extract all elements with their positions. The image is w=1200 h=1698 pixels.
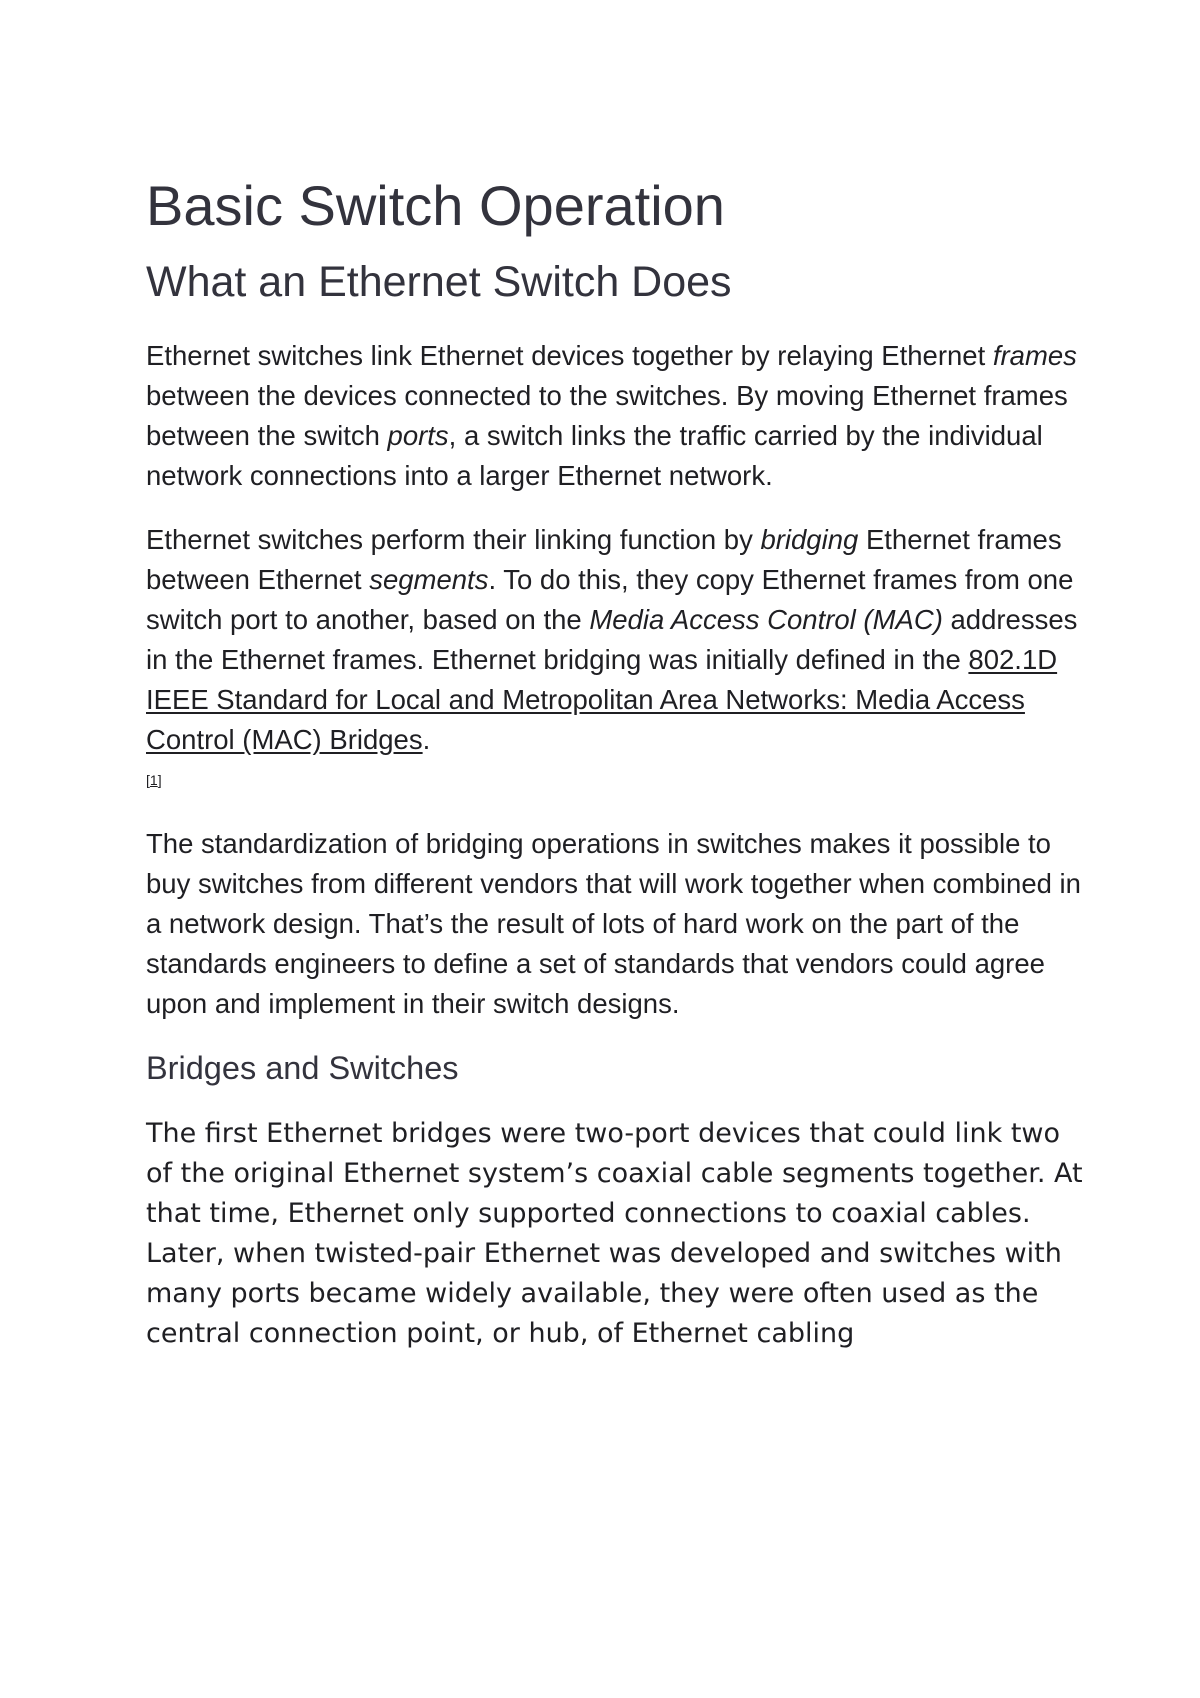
paragraph-2-text-2: Ethernet frames between Ethernet: [146, 524, 1062, 595]
section-heading: What an Ethernet Switch Does: [146, 258, 732, 306]
footnote-number: 1: [149, 772, 158, 788]
paragraph-3: The standardization of bridging operations in switches makes it possible to buy switches from different vendors that will work together when combined in a network design. That’s the result of lots of hard work on the part of the standards engineers to define a set of standards that vendors could agree upon and implement in their switch designs.: [146, 828, 1081, 1019]
paragraph-2-text-3: . To do this, they copy Ethernet frames from one switch port to another, based on the: [146, 564, 1074, 635]
footnote-open-bracket: [: [146, 772, 150, 788]
document-page: [146, 170, 1086, 1354]
subsection-heading: Bridges and Switches: [146, 1050, 459, 1086]
footnote-close-bracket: ]: [157, 772, 162, 788]
term-mac: Media Access Control (MAC): [589, 604, 943, 635]
footnote-reference[interactable]: [146, 772, 162, 788]
term-segments: segments: [369, 564, 489, 595]
paragraph-1-text-2: between the devices connected to the switches. By moving Ethernet frames between the switch: [146, 380, 1068, 451]
term-bridging: bridging: [760, 524, 859, 555]
term-frames: frames: [992, 340, 1077, 371]
paragraph-4: The first Ethernet bridges were two-port devices that could link two of the original Ethernet system’s coaxial cable segments together. At that time, Ethernet only supported connections to coaxial cables. Later, when twisted-pair Ethernet was developed and switches with many ports became widely available, they were often used as the central connection point, or hub, of Ethernet cabling: [146, 1118, 1083, 1349]
document-title: Basic Switch Operation: [146, 174, 725, 237]
paragraph-1: [146, 336, 1086, 496]
paragraph-2: [146, 520, 1086, 800]
paragraph-2-text-5: .: [422, 724, 431, 755]
paragraph-1-text-1: Ethernet switches link Ethernet devices together by relaying Ethernet: [146, 340, 993, 371]
paragraph-1-text-3: , a switch links the traffic carried by the individual network connections into a larger Ethernet network.: [146, 420, 1043, 491]
paragraph-2-text-4: addresses in the Ethernet frames. Ethernet bridging was initially defined in the: [146, 604, 1078, 675]
paragraph-2-text-1: Ethernet switches perform their linking function by: [146, 524, 761, 555]
term-ports: ports: [387, 420, 449, 451]
ieee-802-1d-link[interactable]: 802.1D IEEE Standard for Local and Metropolitan Area Networks: Media Access Control (MAC) Bridges: [146, 644, 1058, 755]
